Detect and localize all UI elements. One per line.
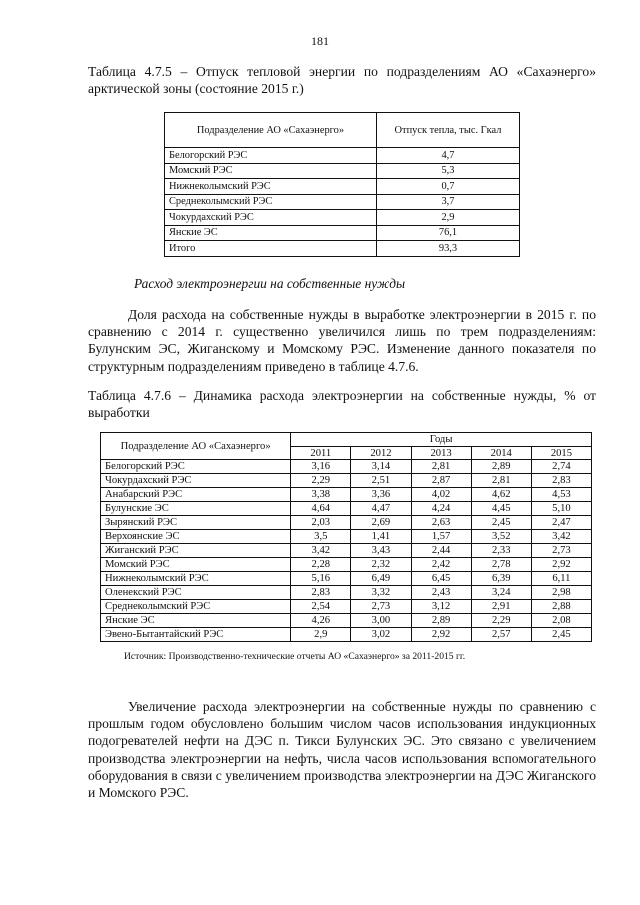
table1-row — [165, 210, 520, 226]
table2-value-cell: 3,42 — [531, 530, 591, 544]
table2-value-cell: 3,16 — [291, 460, 351, 474]
table2-value-cell: 4,26 — [291, 614, 351, 628]
table2-value-cell: 2,73 — [531, 544, 591, 558]
table2-value-cell: 3,42 — [291, 544, 351, 558]
table1-division-cell: Чокурдахский РЭС — [165, 210, 377, 226]
table2-value-cell: 2,33 — [471, 544, 531, 558]
table2-value-cell: 4,24 — [411, 502, 471, 516]
table2-value-cell: 2,9 — [291, 628, 351, 642]
table2-value-cell: 4,02 — [411, 488, 471, 502]
table2-value-cell: 3,32 — [351, 586, 411, 600]
table2-value-cell: 3,36 — [351, 488, 411, 502]
table2-value-cell: 2,08 — [531, 614, 591, 628]
table2-value-cell: 2,03 — [291, 516, 351, 530]
table2-value-cell: 2,89 — [411, 614, 471, 628]
table2-division-cell: Янские ЭС — [101, 614, 291, 628]
table2-header-years: Годы — [291, 433, 592, 447]
table2-value-cell: 3,43 — [351, 544, 411, 558]
table2-value-cell: 3,02 — [351, 628, 411, 642]
table2-value-cell: 2,45 — [471, 516, 531, 530]
paragraph-1: Доля расхода на собственные нужды в выработке электроэнергии в 2015 г. по сравнению с 2014 г. существенно увеличился лишь по трем подразделениям: Булунским ЭС, Жиганскому и Момскому РЭС. Изменение данного показателя по структурным подразделениям приведено в таблице 4.7.6. — [88, 307, 596, 374]
table2-value-cell: 3,52 — [471, 530, 531, 544]
table1-division-cell: Нижнеколымский РЭС — [165, 179, 377, 195]
section-heading: Расход электроэнергии на собственные нужды — [134, 276, 406, 291]
table2-row — [101, 600, 592, 614]
table1-division-cell: Белогорский РЭС — [165, 148, 377, 164]
table1-row — [165, 179, 520, 195]
table2-value-cell: 2,44 — [411, 544, 471, 558]
table2-row — [101, 474, 592, 488]
table2-division-cell: Белогорский РЭС — [101, 460, 291, 474]
table2-row — [101, 558, 592, 572]
table2-value-cell: 2,57 — [471, 628, 531, 642]
table2-value-cell: 2,42 — [411, 558, 471, 572]
table2-row — [101, 614, 592, 628]
table2-value-cell: 3,24 — [471, 586, 531, 600]
table2-value-cell: 4,47 — [351, 502, 411, 516]
table2-value-cell: 2,83 — [531, 474, 591, 488]
table1-division-cell: Янские ЭС — [165, 225, 377, 241]
table2-value-cell: 2,28 — [291, 558, 351, 572]
own-needs-table — [100, 432, 592, 642]
heat-supply-table — [164, 112, 520, 257]
table2-value-cell: 2,29 — [291, 474, 351, 488]
table2-value-cell: 2,78 — [471, 558, 531, 572]
table2-value-cell: 3,12 — [411, 600, 471, 614]
table1-value-cell: 0,7 — [376, 179, 519, 195]
table1-row — [165, 148, 520, 164]
table2-value-cell: 2,89 — [471, 460, 531, 474]
table2-division-cell: Жиганский РЭС — [101, 544, 291, 558]
table2-value-cell: 4,53 — [531, 488, 591, 502]
table2-value-cell: 1,41 — [351, 530, 411, 544]
paragraph-2: Увеличение расхода электроэнергии на собственные нужды по сравнению с прошлым годом обусловлено большим числом часов использования индукционных подогревателей нефти на ДЭС п. Тикси Булунских ЭС. Это связано с увеличением производства электроэнергии на нефть, числа часов использования вспомогательного оборудования в связи с увеличением производства электроэнергии на ДЭС Жиганского и Момского РЭС. — [88, 699, 596, 801]
table2-division-cell: Момский РЭС — [101, 558, 291, 572]
table1-value-cell: 2,9 — [376, 210, 519, 226]
table1-value-cell: 76,1 — [376, 225, 519, 241]
table2-division-cell: Верхоянские ЭС — [101, 530, 291, 544]
table2-value-cell: 6,39 — [471, 572, 531, 586]
table1-header-division: Подразделение АО «Сахаэнерго» — [165, 113, 377, 148]
table1-division-cell: Момский РЭС — [165, 163, 377, 179]
table2-value-cell: 2,92 — [411, 628, 471, 642]
table2-value-cell: 3,14 — [351, 460, 411, 474]
table1-header-heat: Отпуск тепла, тыс. Гкал — [376, 113, 519, 148]
table2-division-cell: Зырянский РЭС — [101, 516, 291, 530]
table1-value-cell: 3,7 — [376, 194, 519, 210]
table2-value-cell: 2,73 — [351, 600, 411, 614]
table2-division-cell: Среднеколымский РЭС — [101, 600, 291, 614]
table2-value-cell: 4,64 — [291, 502, 351, 516]
table2-row — [101, 530, 592, 544]
table2-row — [101, 628, 592, 642]
table2-division-cell: Булунские ЭС — [101, 502, 291, 516]
table2-value-cell: 2,69 — [351, 516, 411, 530]
table1-row — [165, 241, 520, 257]
table2-year-header: 2012 — [351, 447, 411, 460]
table2-value-cell: 2,63 — [411, 516, 471, 530]
table2-value-cell: 4,62 — [471, 488, 531, 502]
table2-division-cell: Анабарский РЭС — [101, 488, 291, 502]
table2-value-cell: 5,16 — [291, 572, 351, 586]
table1-division-cell: Итого — [165, 241, 377, 257]
table2-value-cell: 2,43 — [411, 586, 471, 600]
table2-value-cell: 4,45 — [471, 502, 531, 516]
table2-division-cell: Оленекский РЭС — [101, 586, 291, 600]
table2-row — [101, 586, 592, 600]
table1-header-row — [165, 113, 520, 148]
table2-row — [101, 516, 592, 530]
table2-value-cell: 2,51 — [351, 474, 411, 488]
table2-division-cell: Чокурдахский РЭС — [101, 474, 291, 488]
table2-value-cell: 2,29 — [471, 614, 531, 628]
table2-year-header: 2013 — [411, 447, 471, 460]
table2-header-division: Подразделение АО «Сахаэнерго» — [101, 433, 291, 460]
table2-value-cell: 6,11 — [531, 572, 591, 586]
table2-row — [101, 544, 592, 558]
table2-year-header: 2014 — [471, 447, 531, 460]
table2-value-cell: 5,10 — [531, 502, 591, 516]
table2-value-cell: 2,81 — [471, 474, 531, 488]
table1-row — [165, 225, 520, 241]
table2-year-header: 2011 — [291, 447, 351, 460]
table2-value-cell: 2,32 — [351, 558, 411, 572]
table2-value-cell: 2,54 — [291, 600, 351, 614]
table2-value-cell: 2,74 — [531, 460, 591, 474]
table2-value-cell: 1,57 — [411, 530, 471, 544]
table2-row — [101, 488, 592, 502]
table2-value-cell: 2,45 — [531, 628, 591, 642]
table1-value-cell: 4,7 — [376, 148, 519, 164]
table1-caption: Таблица 4.7.5 – Отпуск тепловой энергии по подразделениям АО «Сахаэнерго» арктической зоны (состояние 2015 г.) — [88, 64, 596, 96]
table2-value-cell: 2,92 — [531, 558, 591, 572]
table2-value-cell: 3,5 — [291, 530, 351, 544]
table1-division-cell: Среднеколымский РЭС — [165, 194, 377, 210]
table2-value-cell: 2,47 — [531, 516, 591, 530]
table2-value-cell: 2,91 — [471, 600, 531, 614]
table2-value-cell: 2,83 — [291, 586, 351, 600]
table2-row — [101, 502, 592, 516]
table2-value-cell: 2,87 — [411, 474, 471, 488]
table2-division-cell: Нижнеколымский РЭС — [101, 572, 291, 586]
table1-value-cell: 93,3 — [376, 241, 519, 257]
table2-value-cell: 2,98 — [531, 586, 591, 600]
table2-caption: Таблица 4.7.6 – Динамика расхода электроэнергии на собственные нужды, % от выработки — [88, 388, 596, 420]
table2-value-cell: 2,81 — [411, 460, 471, 474]
table2-division-cell: Эвено-Бытантайский РЭС — [101, 628, 291, 642]
table2-row — [101, 572, 592, 586]
table2-year-header: 2015 — [531, 447, 591, 460]
table2-header-row — [101, 433, 592, 447]
table2-source: Источник: Производственно-технические отчеты АО «Сахаэнерго» за 2011-2015 гг. — [124, 651, 466, 662]
page-number: 181 — [311, 34, 329, 48]
table1-row — [165, 163, 520, 179]
table1-row — [165, 194, 520, 210]
table2-value-cell: 2,88 — [531, 600, 591, 614]
table2-value-cell: 6,45 — [411, 572, 471, 586]
table2-value-cell: 3,00 — [351, 614, 411, 628]
table2-value-cell: 3,38 — [291, 488, 351, 502]
table2-value-cell: 6,49 — [351, 572, 411, 586]
table2-row — [101, 460, 592, 474]
table1-value-cell: 5,3 — [376, 163, 519, 179]
